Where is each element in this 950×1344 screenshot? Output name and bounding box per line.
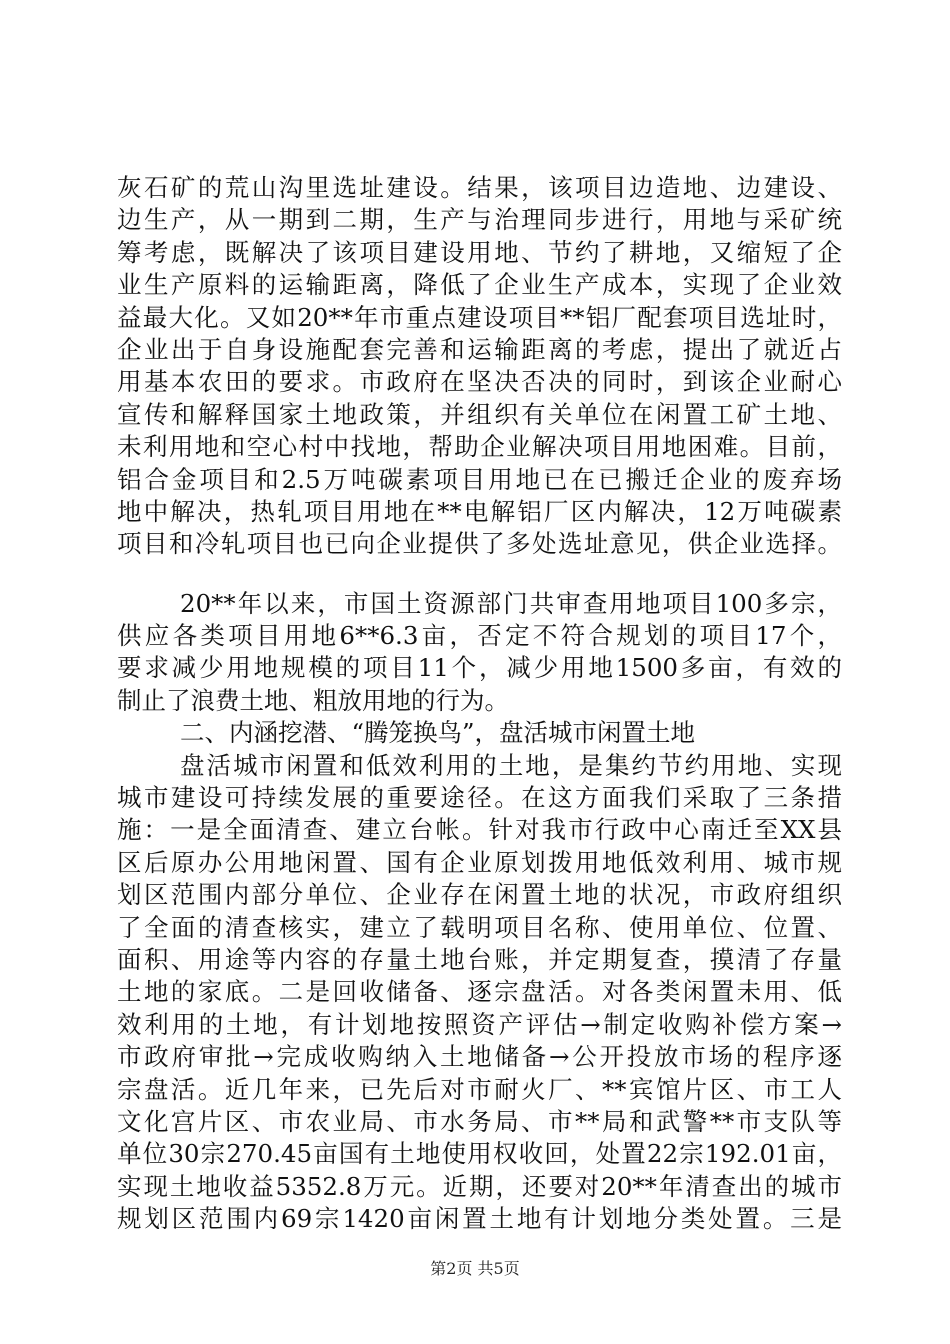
paragraph-line: 面积、用途等内容的存量土地台账，并定期复查，摸清了存量 [117, 944, 842, 974]
paragraph-line: 用基本农田的要求。市政府在坚决否决的同时，到该企业耐心 [117, 367, 842, 397]
paragraph-line: 筹考虑，既解决了该项目建设用地、节约了耕地，又缩短了企 [117, 237, 842, 267]
section-heading: 二、内涵挖潜、“腾笼换鸟”，盘活城市闲置土地 [180, 718, 696, 748]
paragraph-line: 益最大化。又如20**年市重点建设项目**铝厂配套项目选址时， [117, 302, 842, 332]
paragraph-line: 了全面的清查核实，建立了载明项目名称、使用单位、位置、 [117, 912, 842, 942]
paragraph-line: 地中解决，热轧项目用地在**电解铝厂区内解决，12万吨碳素 [117, 496, 842, 526]
paragraph-spacer [117, 561, 842, 588]
paragraph-line: 实现土地收益5352.8万元。近期，还要对20**年清查出的城市 [117, 1171, 842, 1201]
paragraph-line: 业生产原料的运输距离，降低了企业生产成本，实现了企业效 [117, 270, 842, 300]
paragraph-line: 宗盘活。近几年来，已先后对市耐火厂、**宾馆片区、市工人 [117, 1074, 842, 1104]
paragraph-line: 文化宫片区、市农业局、市水务局、市**局和武警**市支队等 [117, 1106, 842, 1136]
paragraph-line: 铝合金项目和2.5万吨碳素项目用地已在已搬迁企业的废弃场 [117, 464, 842, 494]
paragraph-line: 未利用地和空心村中找地，帮助企业解决项目用地困难。目前， [117, 432, 842, 462]
paragraph-line: 边生产，从一期到二期，生产与治理同步进行，用地与采矿统 [117, 205, 842, 235]
paragraph-line: 区后原办公用地闲置、国有企业原划拨用地低效利用、城市规 [117, 847, 842, 877]
paragraph-line: 单位30宗270.45亩国有土地使用权收回，处置22宗192.01亩， [117, 1139, 842, 1169]
paragraph-line: 施：一是全面清查、建立台帐。针对我市行政中心南迁至XX县 [117, 815, 842, 845]
paragraph-line: 土地的家底。二是回收储备、逐宗盘活。对各类闲置未用、低 [117, 977, 842, 1007]
paragraph-line: 项目和冷轧项目也已向企业提供了多处选址意见，供企业选择。 [117, 529, 842, 559]
paragraph-line: 效利用的土地，有计划地按照资产评估→制定收购补偿方案→ [117, 1009, 842, 1039]
paragraph-line: 划区范围内部分单位、企业存在闲置土地的状况，市政府组织 [117, 880, 842, 910]
paragraph-line: 要求减少用地规模的项目11个，减少用地1500多亩，有效的 [117, 653, 842, 683]
page-number-footer: 第2页 共5页 [430, 1259, 520, 1278]
paragraph-2 [117, 588, 842, 718]
paragraph-3 [117, 750, 842, 1236]
paragraph-1 [117, 172, 842, 561]
paragraph-line: 20**年以来，市国土资源部门共审查用地项目100多宗， [180, 588, 842, 618]
paragraph-line: 市政府审批→完成收购纳入土地储备→公开投放市场的程序逐 [117, 1042, 842, 1072]
paragraph-line: 制止了浪费土地、粗放用地的行为。 [117, 685, 509, 715]
paragraph-line: 供应各类项目用地6**6.3亩，否定不符合规划的项目17个， [117, 621, 842, 651]
paragraph-line: 企业出于自身设施配套完善和运输距离的考虑，提出了就近占 [117, 334, 842, 364]
paragraph-line: 盘活城市闲置和低效利用的土地，是集约节约用地、实现 [180, 750, 842, 780]
paragraph-line: 城市建设可持续发展的重要途径。在这方面我们采取了三条措 [117, 783, 842, 813]
document-body [117, 172, 842, 1236]
paragraph-line: 宣传和解释国家土地政策，并组织有关单位在闲置工矿土地、 [117, 399, 842, 429]
paragraph-line: 灰石矿的荒山沟里选址建设。结果，该项目边造地、边建设、 [117, 173, 842, 202]
paragraph-line: 规划区范围内69宗1420亩闲置土地有计划地分类处置。三是 [117, 1204, 842, 1234]
